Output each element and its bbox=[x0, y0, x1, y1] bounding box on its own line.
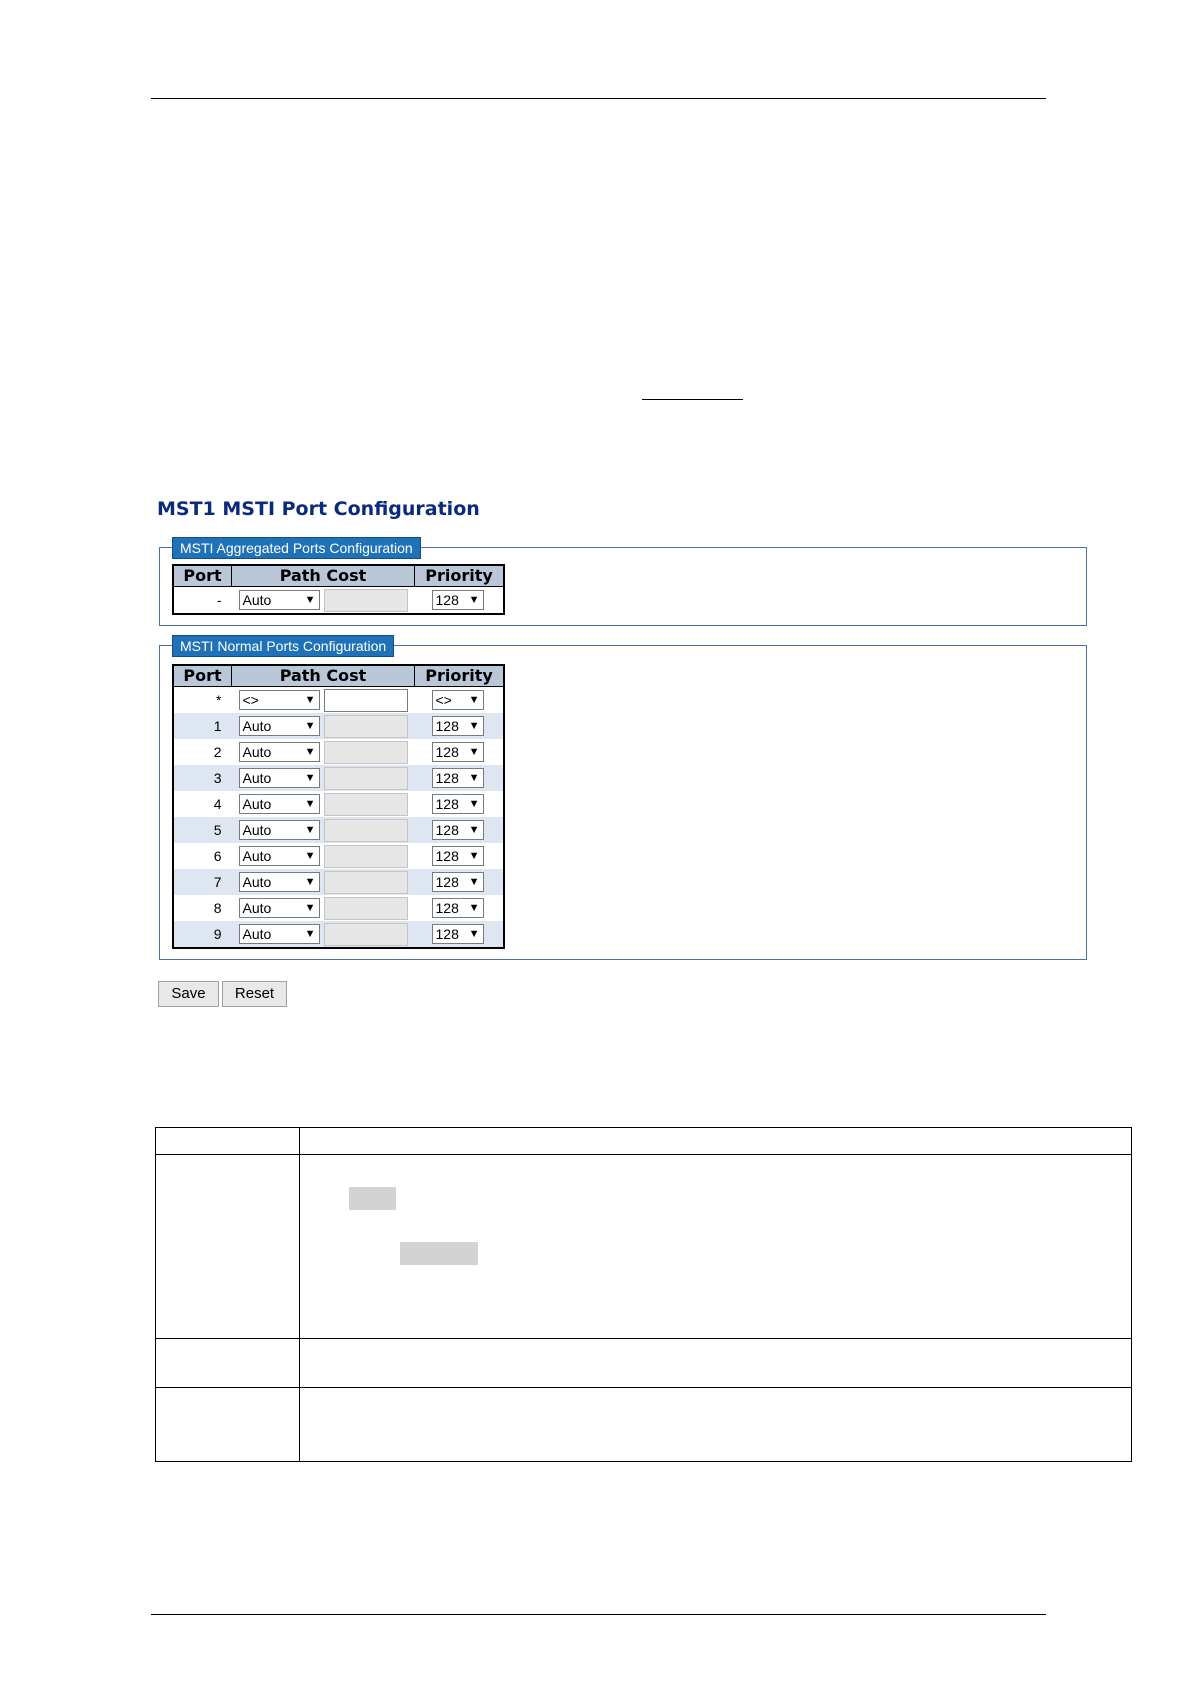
chevron-down-icon: ▼ bbox=[468, 594, 480, 606]
path-cost-value: Auto bbox=[242, 874, 272, 890]
table-cell bbox=[156, 1155, 300, 1339]
priority-value: 128 bbox=[435, 718, 459, 734]
reset-button[interactable]: Reset bbox=[222, 981, 287, 1007]
priority-value: 128 bbox=[435, 848, 459, 864]
chevron-down-icon: ▼ bbox=[304, 876, 316, 888]
priority-select[interactable] bbox=[432, 742, 484, 762]
table-cell bbox=[300, 1388, 1132, 1462]
chevron-down-icon: ▼ bbox=[468, 876, 480, 888]
chevron-down-icon: ▼ bbox=[304, 902, 316, 914]
chevron-down-icon: ▼ bbox=[468, 824, 480, 836]
table-row bbox=[173, 791, 504, 817]
port-cell: 1 bbox=[173, 713, 232, 739]
table-row bbox=[173, 713, 504, 739]
path-cost-select[interactable] bbox=[239, 590, 320, 610]
path-cost-select[interactable] bbox=[239, 794, 320, 814]
table-cell bbox=[156, 1388, 300, 1462]
path-cost-value: Auto bbox=[242, 848, 272, 864]
port-cell: * bbox=[173, 687, 232, 714]
priority-select[interactable] bbox=[432, 794, 484, 814]
path-cost-input[interactable] bbox=[324, 923, 408, 946]
path-cost-input[interactable] bbox=[324, 819, 408, 842]
path-cost-select[interactable] bbox=[239, 690, 320, 710]
port-header: Port bbox=[173, 565, 232, 587]
description-table bbox=[155, 1127, 1132, 1462]
path-cost-input[interactable] bbox=[324, 767, 408, 790]
priority-value: 128 bbox=[435, 770, 459, 786]
highlight-box bbox=[349, 1187, 396, 1210]
normal-ports-table bbox=[172, 664, 505, 949]
port-cell: 2 bbox=[173, 739, 232, 765]
port-cell: 7 bbox=[173, 869, 232, 895]
path-cost-header: Path Cost bbox=[232, 565, 415, 587]
table-row bbox=[173, 843, 504, 869]
aggregated-ports-fieldset bbox=[159, 540, 1087, 626]
normal-ports-legend: MSTI Normal Ports Configuration bbox=[172, 635, 394, 657]
chevron-down-icon: ▼ bbox=[304, 694, 316, 706]
path-cost-value: Auto bbox=[242, 926, 272, 942]
path-cost-value: Auto bbox=[242, 592, 272, 608]
table-cell bbox=[300, 1128, 1132, 1155]
table-row bbox=[173, 869, 504, 895]
chevron-down-icon: ▼ bbox=[304, 850, 316, 862]
table-row bbox=[173, 587, 504, 615]
chevron-down-icon: ▼ bbox=[304, 928, 316, 940]
port-cell: 3 bbox=[173, 765, 232, 791]
port-header: Port bbox=[173, 665, 232, 687]
table-row bbox=[156, 1339, 1132, 1388]
path-cost-input[interactable] bbox=[324, 793, 408, 816]
path-cost-input[interactable] bbox=[324, 741, 408, 764]
table-row bbox=[173, 687, 504, 714]
path-cost-input[interactable] bbox=[324, 871, 408, 894]
table-row bbox=[173, 739, 504, 765]
table-cell bbox=[156, 1339, 300, 1388]
table-row bbox=[173, 921, 504, 948]
header-rule bbox=[151, 98, 1046, 99]
table-row bbox=[156, 1128, 1132, 1155]
port-cell: - bbox=[173, 587, 232, 615]
port-cell: 4 bbox=[173, 791, 232, 817]
priority-select[interactable] bbox=[432, 924, 484, 944]
priority-select[interactable] bbox=[432, 820, 484, 840]
priority-value: 128 bbox=[435, 926, 459, 942]
highlight-box bbox=[400, 1242, 478, 1265]
priority-value: 128 bbox=[435, 592, 459, 608]
chevron-down-icon: ▼ bbox=[468, 798, 480, 810]
chevron-down-icon: ▼ bbox=[304, 746, 316, 758]
chevron-down-icon: ▼ bbox=[304, 798, 316, 810]
priority-value: <> bbox=[435, 692, 452, 708]
priority-select[interactable] bbox=[432, 690, 484, 710]
path-cost-select[interactable] bbox=[239, 846, 320, 866]
path-cost-select[interactable] bbox=[239, 768, 320, 788]
priority-select[interactable] bbox=[432, 768, 484, 788]
normal-ports-fieldset bbox=[159, 638, 1087, 960]
priority-value: 128 bbox=[435, 744, 459, 760]
path-cost-input[interactable] bbox=[324, 715, 408, 738]
priority-value: 128 bbox=[435, 796, 459, 812]
table-row bbox=[156, 1388, 1132, 1462]
path-cost-value: Auto bbox=[242, 770, 272, 786]
aggregated-ports-legend: MSTI Aggregated Ports Configuration bbox=[172, 537, 421, 559]
port-cell: 5 bbox=[173, 817, 232, 843]
path-cost-select[interactable] bbox=[239, 820, 320, 840]
port-cell: 8 bbox=[173, 895, 232, 921]
port-cell: 6 bbox=[173, 843, 232, 869]
link-underline bbox=[642, 399, 743, 400]
priority-value: 128 bbox=[435, 822, 459, 838]
chevron-down-icon: ▼ bbox=[304, 720, 316, 732]
path-cost-select[interactable] bbox=[239, 742, 320, 762]
path-cost-value: Auto bbox=[242, 900, 272, 916]
table-row bbox=[173, 817, 504, 843]
path-cost-value: Auto bbox=[242, 822, 272, 838]
table-cell bbox=[156, 1128, 300, 1155]
priority-select[interactable] bbox=[432, 590, 484, 610]
port-cell: 9 bbox=[173, 921, 232, 948]
priority-header: Priority bbox=[415, 665, 505, 687]
path-cost-value: <> bbox=[242, 692, 259, 708]
chevron-down-icon: ▼ bbox=[468, 902, 480, 914]
priority-select[interactable] bbox=[432, 846, 484, 866]
priority-value: 128 bbox=[435, 900, 459, 916]
path-cost-select[interactable] bbox=[239, 716, 320, 736]
footer-rule bbox=[151, 1614, 1046, 1615]
chevron-down-icon: ▼ bbox=[468, 746, 480, 758]
table-row bbox=[156, 1155, 1132, 1339]
aggregated-ports-table bbox=[172, 564, 505, 615]
save-button[interactable]: Save bbox=[158, 981, 219, 1007]
table-row bbox=[173, 765, 504, 791]
path-cost-value: Auto bbox=[242, 718, 272, 734]
path-cost-select[interactable] bbox=[239, 898, 320, 918]
path-cost-input[interactable] bbox=[324, 689, 408, 712]
chevron-down-icon: ▼ bbox=[304, 772, 316, 784]
chevron-down-icon: ▼ bbox=[468, 928, 480, 940]
path-cost-select[interactable] bbox=[239, 924, 320, 944]
path-cost-input[interactable] bbox=[324, 589, 408, 612]
path-cost-input[interactable] bbox=[324, 897, 408, 920]
path-cost-input[interactable] bbox=[324, 845, 408, 868]
priority-select[interactable] bbox=[432, 898, 484, 918]
priority-select[interactable] bbox=[432, 716, 484, 736]
path-cost-value: Auto bbox=[242, 796, 272, 812]
page-title: MST1 MSTI Port Configuration bbox=[157, 498, 480, 520]
path-cost-value: Auto bbox=[242, 744, 272, 760]
table-cell bbox=[300, 1339, 1132, 1388]
priority-value: 128 bbox=[435, 874, 459, 890]
chevron-down-icon: ▼ bbox=[468, 772, 480, 784]
chevron-down-icon: ▼ bbox=[468, 850, 480, 862]
chevron-down-icon: ▼ bbox=[468, 720, 480, 732]
table-row bbox=[173, 895, 504, 921]
priority-header: Priority bbox=[415, 565, 505, 587]
chevron-down-icon: ▼ bbox=[468, 694, 480, 706]
chevron-down-icon: ▼ bbox=[304, 824, 316, 836]
chevron-down-icon: ▼ bbox=[304, 594, 316, 606]
path-cost-select[interactable] bbox=[239, 872, 320, 892]
path-cost-header: Path Cost bbox=[232, 665, 415, 687]
priority-select[interactable] bbox=[432, 872, 484, 892]
